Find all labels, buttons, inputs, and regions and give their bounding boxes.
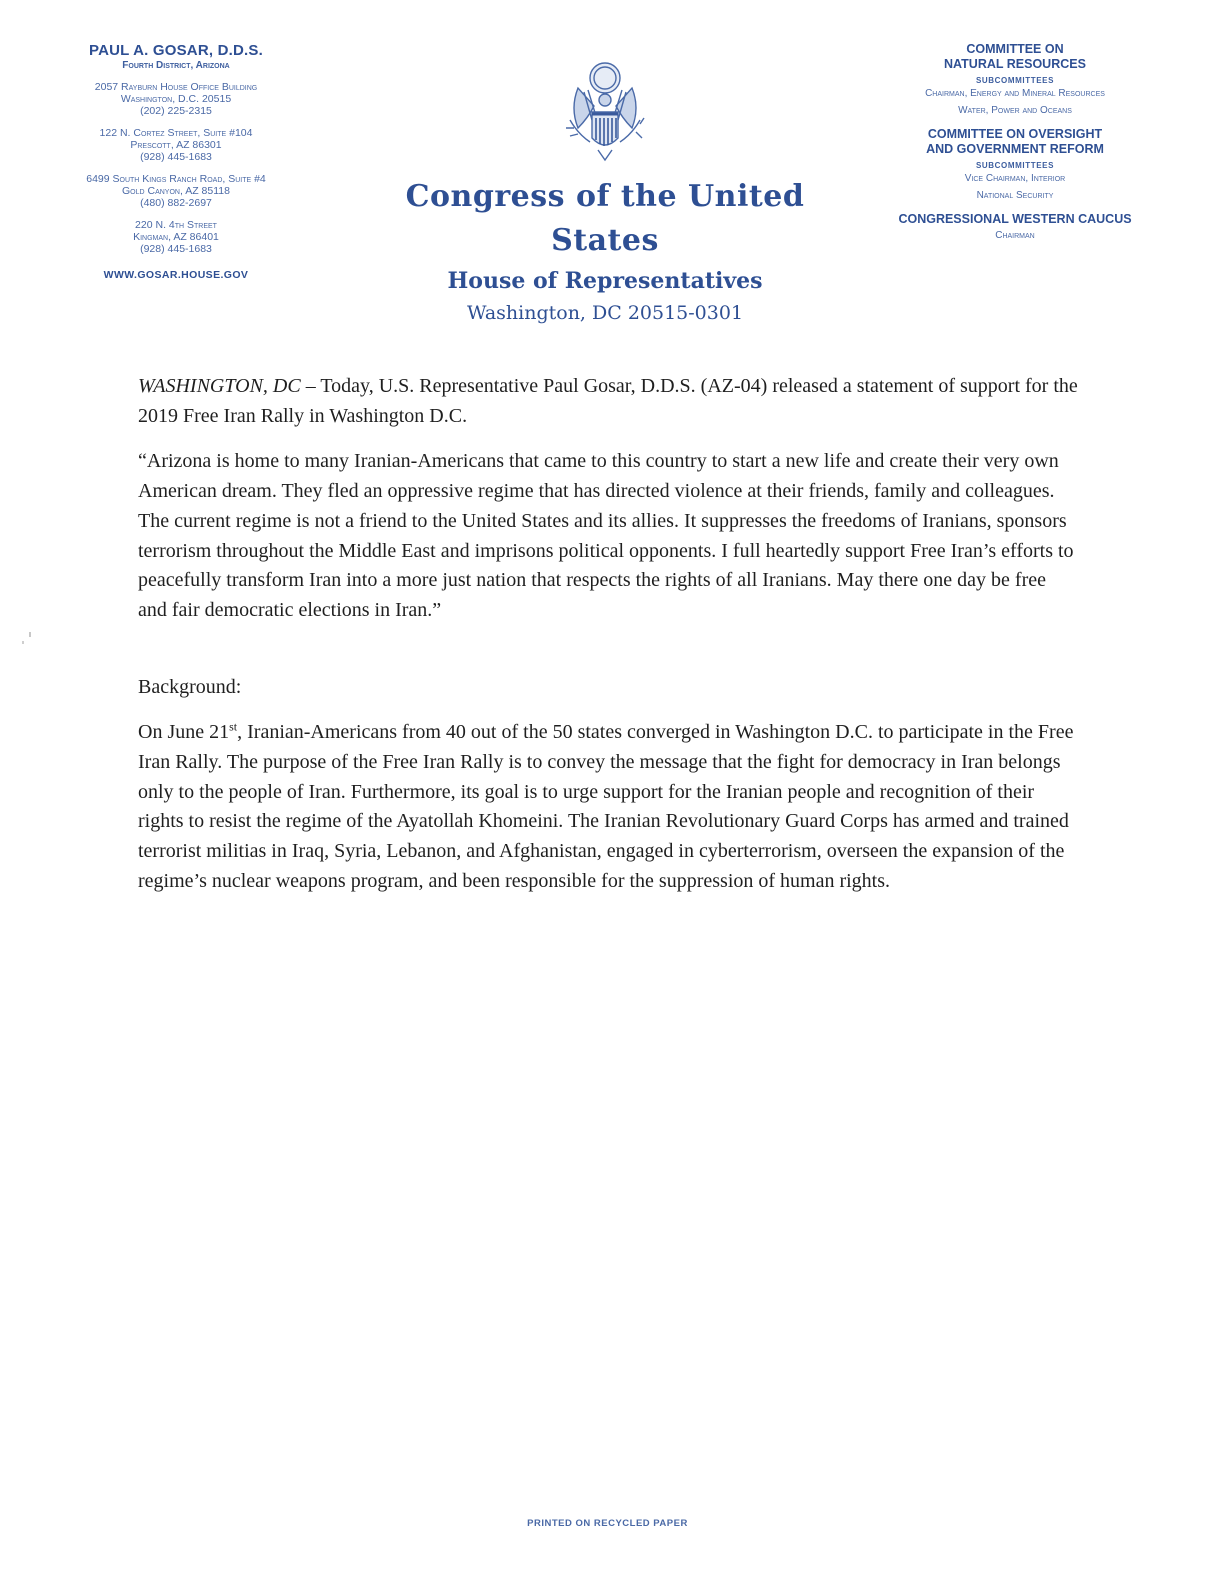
background-text-rest: , Iranian-Americans from 40 out of the 50 states converged in Washington D.C. to participate in the Free Iran Rally. The purpose of the Free Iran Rally is to convey the message that the fight for democracy in Iran belongs only to the people of Iran. Furthermore, its goal is to urge support for the Iranian people and recognition of their rights to resist the regime of the Ayatollah Khomeini. The Iranian Revolutionary Guard Corps has armed and trained terrorist militias in Iraq, Syria, Lebanon, and Afghanistan, engaged in cyberterrorism, overseen the expansion of the regime’s nuclear weapons program, and been responsible for the suppression of human rights. bbox=[138, 721, 1074, 892]
background-paragraph bbox=[138, 718, 1078, 896]
office-line: Prescott, AZ 86301 bbox=[130, 139, 222, 151]
office-line: 122 N. Cortez Street, Suite #104 bbox=[99, 127, 253, 139]
office-line: 220 N. 4th Street bbox=[135, 219, 217, 231]
office-line: 6499 South Kings Ranch Road, Suite #4 bbox=[86, 173, 266, 185]
office-line: 2057 Rayburn House Office Building bbox=[94, 81, 258, 93]
background-text-start: On June 21 bbox=[138, 721, 230, 744]
congress-title: Congress of the United States bbox=[405, 179, 805, 258]
caucus-role: Chairman bbox=[995, 230, 1035, 241]
subcommittees-label: SUBCOMMITTEES bbox=[975, 76, 1055, 85]
office-phone: (202) 225-2315 bbox=[140, 105, 212, 117]
office-phone: (928) 445-1683 bbox=[140, 243, 212, 255]
dateline: WASHINGTON, DC bbox=[138, 375, 301, 397]
scan-artifact-icon bbox=[16, 630, 36, 650]
caucus-heading: CONGRESSIONAL WESTERN CAUCUS bbox=[898, 212, 1132, 226]
office-address-dc bbox=[40, 81, 312, 117]
office-address-gold-canyon bbox=[40, 173, 312, 209]
committee-role: Chairman, Energy and Mineral Resources bbox=[925, 88, 1105, 99]
office-line: Kingman, AZ 86401 bbox=[133, 231, 219, 243]
house-subtitle: House of Representatives bbox=[447, 268, 763, 294]
ordinal-suffix: st bbox=[229, 719, 238, 734]
committee-role: Water, Power and Oceans bbox=[958, 105, 1072, 116]
committee-heading: COMMITTEE ON bbox=[966, 42, 1064, 56]
letterhead-right bbox=[870, 42, 1160, 244]
great-seal-icon bbox=[548, 58, 662, 164]
committee-role: National Security bbox=[976, 190, 1054, 201]
office-phone: (928) 445-1683 bbox=[140, 151, 212, 163]
representative-name: PAUL A. GOSAR, D.D.S. bbox=[89, 42, 263, 59]
committee-heading: NATURAL RESOURCES bbox=[944, 57, 1086, 71]
district-label: Fourth District, Arizona bbox=[122, 60, 230, 71]
letterhead-left bbox=[40, 42, 312, 281]
website-link[interactable]: WWW.GOSAR.HOUSE.GOV bbox=[103, 269, 249, 281]
committee-role: Vice Chairman, Interior bbox=[964, 173, 1066, 184]
press-release-body bbox=[138, 372, 1078, 897]
background-heading: Background: bbox=[138, 675, 242, 698]
office-line: Gold Canyon, AZ 85118 bbox=[122, 185, 230, 197]
committee-heading: AND GOVERNMENT REFORM bbox=[926, 142, 1104, 156]
office-phone: (480) 882-2697 bbox=[140, 197, 212, 209]
subcommittees-label: SUBCOMMITTEES bbox=[975, 161, 1055, 170]
intro-paragraph bbox=[138, 372, 1078, 431]
letterhead-center bbox=[360, 175, 850, 327]
office-address-kingman bbox=[40, 219, 312, 255]
recycled-paper-footer: PRINTED ON RECYCLED PAPER bbox=[527, 1518, 688, 1529]
quote-paragraph: “Arizona is home to many Iranian-Americans that came to this country to start a new life and create their very own American dream. They fled an oppressive regime that has directed violence at their friends, family and colleagues. The current regime is not a friend to the United States and its allies. It suppresses the freedoms of Iranians, sponsors terrorism throughout the Middle East and imprisons political opponents. I full heartedly support Free Iran’s efforts to peacefully transform Iran into a more just nation that respects the rights of all Iranians. May there one day be free and fair democratic elections in Iran.” bbox=[138, 450, 1074, 621]
intro-text: – Today, U.S. Representative Paul Gosar, D.D.S. (AZ-04) released a statement of support for the 2019 Free Iran Rally in Washington D.C. bbox=[138, 375, 1078, 427]
office-address-prescott bbox=[40, 127, 312, 163]
office-line: Washington, D.C. 20515 bbox=[120, 93, 232, 105]
washington-address: Washington, DC 20515-0301 bbox=[466, 302, 744, 324]
committee-heading: COMMITTEE ON OVERSIGHT bbox=[927, 127, 1103, 141]
